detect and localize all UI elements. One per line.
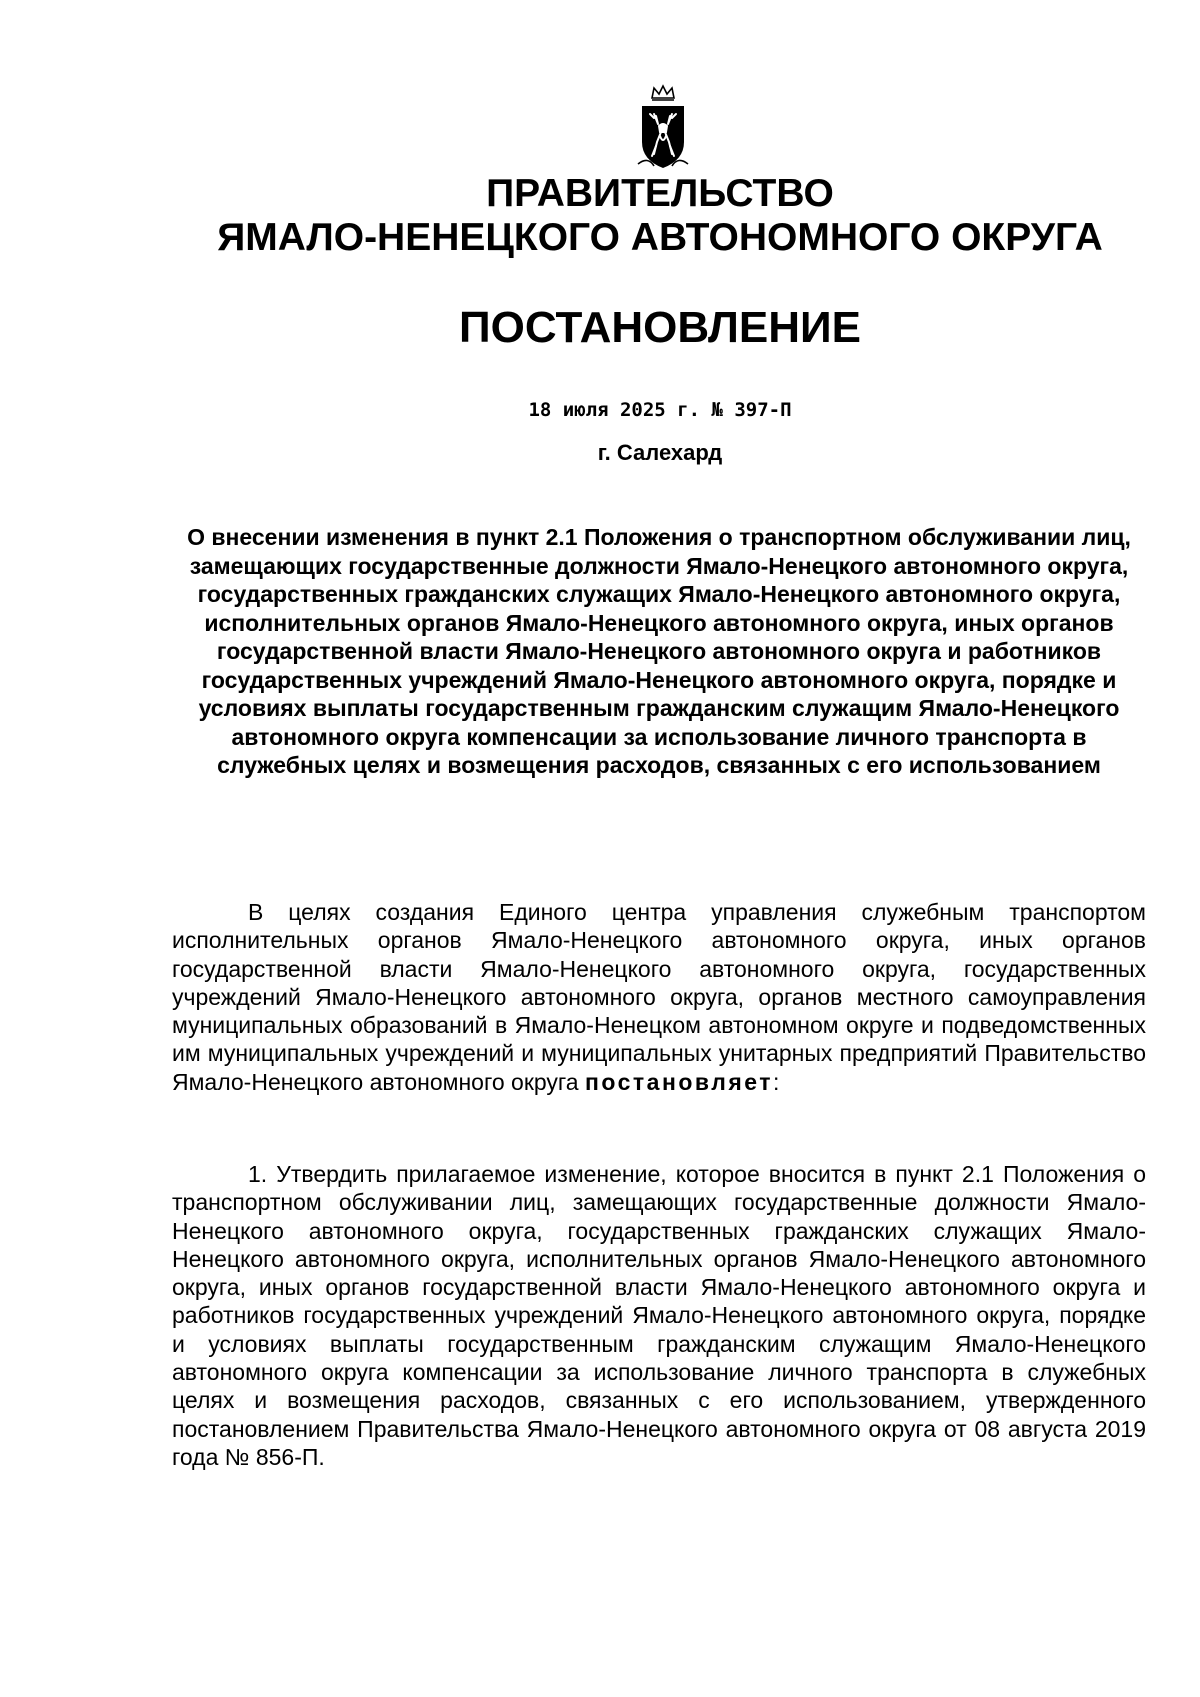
preamble-text: В целях создания Единого центра управления служебным транспортом исполнительных органов Ямало-Ненецкого автономного округа, иных органов государственной власти Ямало-Ненецкого автономного округа, государственных учреждений Ямало-Ненецкого автономного округа, органов местного самоуправления муниципальных образований в Ямало-Ненецком автономном округе и подведомственных им муниципальных учреждений и муниципальных унитарных предприятий Правительство Ямало-Ненецкого автономного округа <box>172 899 1146 1095</box>
yamal-coat-of-arms-icon <box>632 84 694 174</box>
document-city: г. Салехард <box>597 440 723 465</box>
item-1-paragraph: 1. Утвердить прилагаемое изменение, которое вносится в пункт 2.1 Положения о транспортном обслуживании лиц, замещающих государственные должности Ямало-Ненецкого автономного округа, государственных гражданских служащих Ямало-Ненецкого автономного округа, исполнительных органов Ямало-Ненецкого автономного округа, иных органов государственной власти Ямало-Ненецкого автономного округа и работников государственных учреждений Ямало-Ненецкого автономного округа, порядке и условиях выплаты государственным гражданским служащим Ямало-Ненецкого автономного округа компенсации за использование личного транспорта в служебных целях и возмещения расходов, связанных с его использованием, утвержденного постановлением Правительства Ямало-Ненецкого автономного округа от 08 августа 2019 года № 856-П. <box>172 1161 1146 1470</box>
document-date-number: 18 июля 2025 г. № 397-П <box>528 399 792 421</box>
preamble-paragraph <box>172 898 1146 1096</box>
government-name-line2: ЯМАЛО-НЕНЕЦКОГО АВТОНОМНОГО ОКРУГА <box>217 216 1103 259</box>
preamble-keyword: постановляет <box>584 1068 774 1095</box>
preamble-end: : <box>773 1068 780 1095</box>
document-subject-heading: О внесении изменения в пункт 2.1 Положения о транспортном обслуживании лиц, замещающих государственные должности Ямало-Ненецкого автономного округа, государственных гражданских служащих Ямало-Ненецкого автономного округа, исполнительных органов Ямало-Ненецкого автономного округа, иных органов государственной власти Ямало-Ненецкого автономного округа и работников государственных учреждений Ямало-Ненецкого автономного округа, порядке и условиях выплаты государственным гражданским служащим Ямало-Ненецкого автономного округа компенсации за использование личного транспорта в служебных целях и возмещения расходов, связанных с его использованием <box>187 524 1131 778</box>
government-name-line1: ПРАВИТЕЛЬСТВО <box>486 172 834 215</box>
document-type-title: ПОСТАНОВЛЕНИЕ <box>458 303 862 352</box>
